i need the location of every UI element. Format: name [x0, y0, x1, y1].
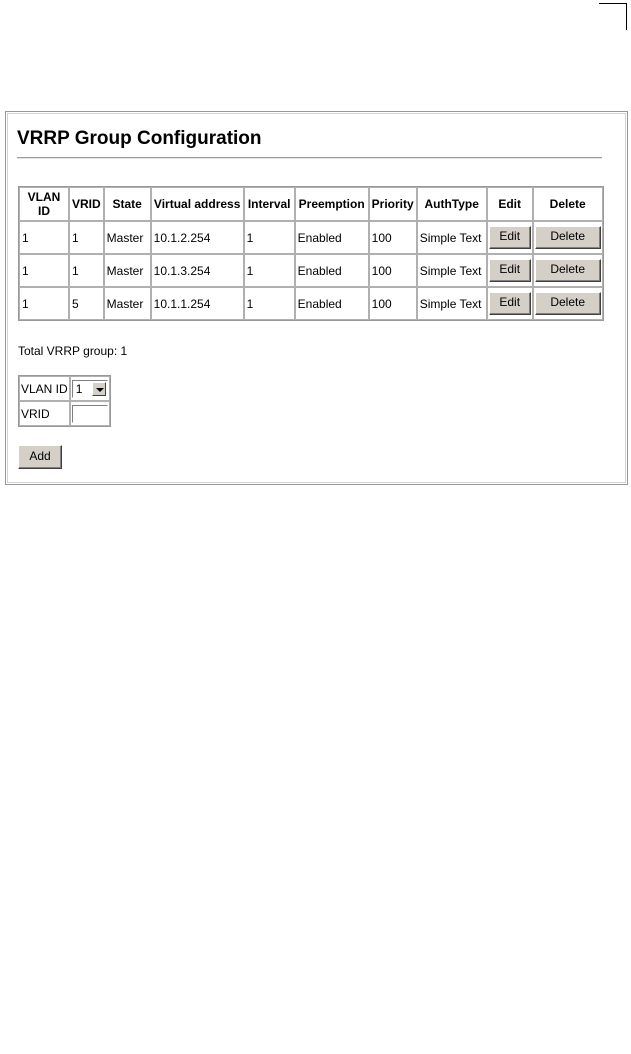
- header-priority: Priority: [369, 187, 417, 221]
- cell-delete: [533, 287, 603, 320]
- cell-interval: 1: [244, 287, 295, 320]
- table-row: [19, 287, 603, 320]
- delete-button[interactable]: Delete: [535, 292, 601, 315]
- form-row-vlan-id: [19, 376, 110, 401]
- cell-preemption: Enabled: [295, 254, 369, 287]
- cell-edit: [487, 287, 533, 320]
- header-preemption: Preemption: [295, 187, 369, 221]
- cell-virtual-address: 10.1.2.254: [151, 221, 244, 254]
- header-edit: Edit: [487, 187, 533, 221]
- title-divider: [17, 157, 602, 159]
- vrrp-config-panel: [5, 111, 628, 485]
- cell-vlan-id: 1: [19, 287, 69, 320]
- form-row-vrid: [19, 401, 110, 426]
- vlan-id-selected-value: 1: [75, 381, 83, 396]
- vlan-id-cell: [70, 376, 110, 401]
- vrid-cell: [70, 401, 110, 426]
- edit-button[interactable]: Edit: [489, 292, 531, 315]
- cell-vlan-id: 1: [19, 221, 69, 254]
- cell-vlan-id: 1: [19, 254, 69, 287]
- vrid-input[interactable]: [72, 405, 108, 423]
- delete-button[interactable]: Delete: [535, 226, 601, 249]
- cell-state: Master: [104, 287, 151, 320]
- cell-priority: 100: [369, 287, 417, 320]
- vrrp-group-table: [18, 186, 604, 321]
- header-interval: Interval: [244, 187, 295, 221]
- header-auth-type: AuthType: [417, 187, 487, 221]
- page-corner-mark-vertical: [626, 3, 627, 30]
- add-button[interactable]: Add: [18, 445, 62, 469]
- cell-vrid: 5: [69, 287, 104, 320]
- cell-delete: [533, 254, 603, 287]
- delete-button[interactable]: Delete: [535, 259, 601, 282]
- cell-state: Master: [104, 254, 151, 287]
- cell-auth-type: Simple Text: [417, 254, 487, 287]
- cell-auth-type: Simple Text: [417, 287, 487, 320]
- cell-virtual-address: 10.1.1.254: [151, 287, 244, 320]
- page-title: VRRP Group Configuration: [17, 128, 262, 149]
- header-vrid: VRID: [69, 187, 104, 221]
- page-corner-mark-horizontal: [599, 3, 627, 4]
- edit-button[interactable]: Edit: [489, 226, 531, 249]
- cell-interval: 1: [244, 254, 295, 287]
- cell-priority: 100: [369, 254, 417, 287]
- chevron-down-icon[interactable]: [92, 382, 106, 396]
- cell-delete: [533, 221, 603, 254]
- edit-button[interactable]: Edit: [489, 259, 531, 282]
- vrid-label: VRID: [19, 401, 70, 426]
- vlan-id-label: VLAN ID: [19, 376, 70, 401]
- cell-virtual-address: 10.1.3.254: [151, 254, 244, 287]
- cell-edit: [487, 254, 533, 287]
- cell-preemption: Enabled: [295, 287, 369, 320]
- cell-vrid: 1: [69, 254, 104, 287]
- cell-preemption: Enabled: [295, 221, 369, 254]
- header-state: State: [104, 187, 151, 221]
- add-group-form: [18, 375, 111, 427]
- cell-vrid: 1: [69, 221, 104, 254]
- header-delete: Delete: [533, 187, 603, 221]
- table-header-row: [19, 187, 603, 221]
- cell-interval: 1: [244, 221, 295, 254]
- cell-auth-type: Simple Text: [417, 221, 487, 254]
- table-row: [19, 221, 603, 254]
- cell-edit: [487, 221, 533, 254]
- header-virtual-address: Virtual address: [151, 187, 244, 221]
- cell-priority: 100: [369, 221, 417, 254]
- total-vrrp-group-text: Total VRRP group: 1: [18, 344, 128, 358]
- vlan-id-select[interactable]: [72, 380, 108, 398]
- table-row: [19, 254, 603, 287]
- cell-state: Master: [104, 221, 151, 254]
- header-vlan-id: VLAN ID: [19, 187, 69, 221]
